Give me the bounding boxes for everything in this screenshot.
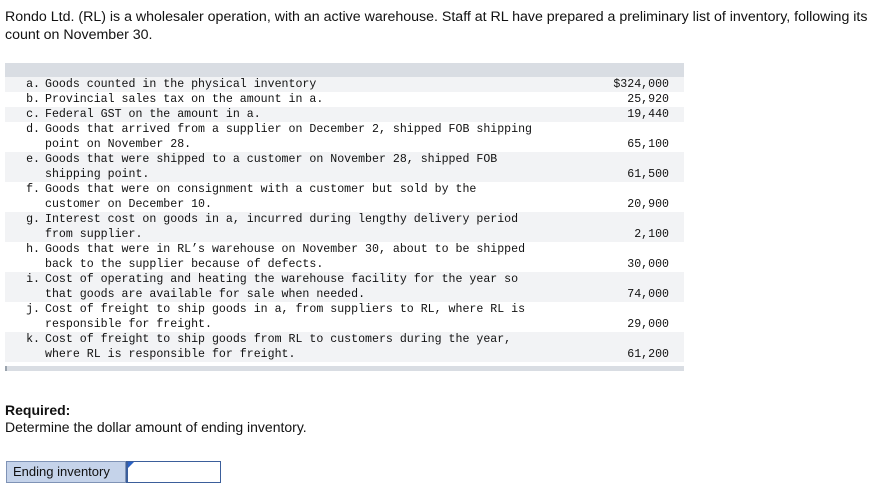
- item-amount: 29,000: [627, 318, 669, 331]
- item-description-line: responsible for freight.: [45, 318, 212, 331]
- item-description: [40, 152, 569, 182]
- item-letter: e.: [5, 152, 40, 182]
- inventory-table: [5, 77, 684, 362]
- item-description-line: back to the supplier because of defects.: [45, 258, 324, 271]
- item-description: [40, 92, 569, 107]
- item-description-line: shipping point.: [45, 168, 150, 181]
- item-description-line: Goods that were shipped to a customer on November 28, shipped FOB: [45, 153, 498, 166]
- item-description-line: Interest cost on goods in a, incurred during lengthy delivery period: [45, 213, 519, 226]
- item-letter: k.: [5, 332, 40, 362]
- item-description-line: Goods that were on consignment with a customer but sold by the: [45, 183, 477, 196]
- inventory-row: [5, 332, 684, 362]
- item-description-line: Goods counted in the physical inventory: [45, 78, 317, 91]
- item-description: [40, 212, 569, 242]
- item-letter: f.: [26, 183, 40, 196]
- inventory-row: [5, 272, 684, 302]
- item-amount: 74,000: [569, 272, 684, 302]
- item-description-line: Goods that were in RL’s warehouse on November 30, about to be shipped: [45, 243, 526, 256]
- item-amount: 65,100: [627, 138, 669, 151]
- inventory-row: [5, 77, 684, 92]
- inventory-row: [5, 212, 684, 242]
- item-amount: 2,100: [569, 212, 684, 242]
- item-amount: 30,000: [627, 258, 669, 271]
- ending-inventory-label: Ending inventory: [6, 461, 126, 483]
- inventory-row: [5, 302, 684, 332]
- required-text: Determine the dollar amount of ending inventory.: [5, 419, 307, 435]
- table-top-bar: [5, 63, 684, 77]
- inventory-row: [5, 92, 684, 107]
- item-description-line: Provincial sales tax on the amount in a.: [45, 93, 324, 106]
- inventory-table-container: [5, 63, 684, 371]
- item-description-line: Federal GST on the amount in a.: [45, 108, 261, 121]
- item-amount: 61,500: [569, 152, 684, 182]
- item-letter: j.: [26, 303, 40, 316]
- inventory-row: [5, 107, 684, 122]
- item-letter: d.: [26, 123, 40, 136]
- item-letter: b.: [26, 93, 40, 106]
- item-description-line: Goods that arrived from a supplier on December 2, shipped FOB shipping: [45, 123, 533, 136]
- required-heading: Required:: [5, 402, 71, 418]
- item-description-line: Cost of freight to ship goods from RL to customers during the year,: [45, 333, 512, 346]
- table-bottom-bar: [5, 366, 684, 371]
- item-amount: 61,200: [569, 332, 684, 362]
- problem-intro: Rondo Ltd. (RL) is a wholesaler operation, with an active warehouse. Staff at RL have prepared a preliminary list of inventory, following its count on November 30.: [5, 9, 868, 43]
- item-description: [40, 302, 569, 332]
- inventory-row: [5, 182, 684, 212]
- ending-inventory-answer-row: [6, 461, 221, 483]
- item-description-line: from supplier.: [45, 228, 143, 241]
- item-description-line: that goods are available for sale when needed.: [45, 288, 366, 301]
- item-description: [40, 107, 569, 122]
- item-description: [40, 332, 569, 362]
- item-description: [40, 122, 569, 152]
- ending-inventory-input[interactable]: [126, 461, 221, 483]
- item-description: [40, 77, 569, 92]
- inventory-row: [5, 152, 684, 182]
- item-letter: a.: [5, 77, 40, 92]
- item-letter: h.: [26, 243, 40, 256]
- item-description-line: customer on December 10.: [45, 198, 212, 211]
- item-amount: 19,440: [569, 107, 684, 122]
- item-letter: i.: [5, 272, 40, 302]
- item-description-line: Cost of operating and heating the warehouse facility for the year so: [45, 273, 519, 286]
- item-amount: $324,000: [569, 77, 684, 92]
- item-letter: g.: [5, 212, 40, 242]
- item-description: [40, 242, 569, 272]
- item-description-line: Cost of freight to ship goods in a, from suppliers to RL, where RL is: [45, 303, 526, 316]
- required-section: [5, 402, 307, 436]
- item-description: [40, 272, 569, 302]
- inventory-row: [5, 242, 684, 272]
- item-description-line: where RL is responsible for freight.: [45, 348, 296, 361]
- item-description-line: point on November 28.: [45, 138, 192, 151]
- inventory-row: [5, 122, 684, 152]
- item-amount: 20,900: [627, 198, 669, 211]
- item-letter: c.: [5, 107, 40, 122]
- item-description: [40, 182, 569, 212]
- item-amount: 25,920: [627, 93, 669, 106]
- input-flag-icon: [128, 462, 134, 468]
